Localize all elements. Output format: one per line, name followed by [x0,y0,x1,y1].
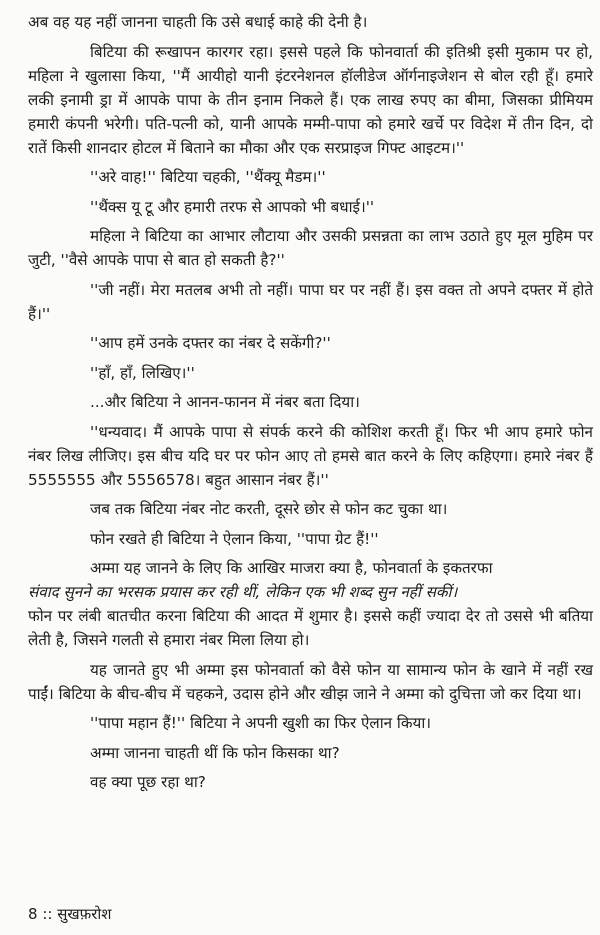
paragraph-7: ''आप हमें उनके दफ्तर का नंबर दे सकेंगी?'' [90,334,331,352]
paragraph-4: ''थैंक्स यू टू और हमारी तरफ से आपको भी बधाई।'' [90,197,375,216]
paragraph-18: वह क्या पूछ रहा था? [90,773,206,791]
paragraph-9: ...और बिटिया ने आनन-फानन में नंबर बता दिया। [90,393,360,411]
paragraph-2: बिटिया की रूखापन कारगर रहा। इससे पहले कि फोनवार्ता की इतिश्री इसी मुकाम पर हो, महिला ने खुलासा किया, ''मैं आयीहो यानी इंटरनेशनल हॉलीडेज ऑर्गनाइजेशन से बोल रही हूँ। हमारे लकी इनामी ड्रा में आपके पापा के तीन इनाम निकले हैं। एक लाख रुपए का बीमा, जिसका प्रीमियम हमारी कंपनी भरेगी। पति-पत्नी को, यानी आपके मम्मी-पापा को हमारे खर्चे पर विदेश में तीन दिन, दो रातें किसी शानदार होटल में बिताने का मौका और एक सरप्राइज गिफ्ट आइटम।'' [28,42,593,157]
paragraph-13-continued-italic: संवाद सुनने का भरसक प्रयास कर रही थीं, लेकिन एक भी शब्द सुन नहीं सकीं। [28,583,458,601]
paragraph-5: महिला ने बिटिया का आभार लौटाया और उसकी प्रसन्नता का लाभ उठाते हुए मूल मुहिम पर जुटी, ''वैसे आपके पापा से बात हो सकती है?'' [28,227,593,269]
paragraph-3: ''अरे वाह!'' बिटिया चहकी, ''थैंक्यू मैडम।'' [90,168,326,186]
paragraph-14: फोन पर लंबी बातचीत करना बिटिया की आदत में शुमार है। इससे कहीं ज्यादा देर तो उससे भी बतिया लेती है, जिसने गलती से हमारा नंबर मिला लिया हो। [28,607,593,649]
paragraph-13: अम्मा यह जानने के लिए कि आखिर माजरा क्या है, फोनवार्ता के इकतरफा [90,559,493,577]
page-footer [28,904,111,924]
paragraph-11: जब तक बिटिया नंबर नोट करती, दूसरे छोर से फोन कट चुका था। [90,500,448,518]
paragraph-15: यह जानते हुए भी अम्मा इस फोनवार्ता को वैसे फोन या सामान्य फोन के खाने में नहीं रख पाईं। बिटिया के बीच-बीच में चहकने, उदास होने और खीझ जाने ने अम्मा को दुचित्ता जो कर दिया था। [28,660,593,703]
paragraph-8: ''हाँ, हाँ, लिखिए।'' [90,363,195,382]
paragraph-17: अम्मा जानना चाहती थीं कि फोन किसका था? [90,743,340,762]
paragraph-10: ''धन्यवाद। मैं आपके पापा से संपर्क करने की कोशिश करती हूँ। फिर भी आप हमारे फोन नंबर लिख लीजिए। इस बीच यदि घर पर फोन आए तो हमसे बात करने के लिए कहिएगा। हमारे नंबर हैं 5555555 और 5556578। बहुत आसान नंबर हैं।'' [28,422,593,489]
book-title: सुखफ़रोश [57,905,112,923]
paragraph-12: फोन रखते ही बिटिया ने ऐलान किया, ''पापा ग्रेट हैं!'' [90,529,379,548]
footer-separator: :: [42,905,53,923]
paragraph-1: अब वह यह नहीं जानना चाहती कि उसे बधाई काहे की देनी है। [28,13,368,31]
paragraph-16: ''पापा महान हैं!'' बिटिया ने अपनी खुशी का फिर ऐलान किया। [90,714,432,732]
paragraph-6: ''जी नहीं। मेरा मतलब अभी तो नहीं। पापा घर पर नहीं हैं। इस वक्त तो अपने दफ्तर में होते हैं।'' [28,280,593,323]
page-body-text [28,10,593,800]
page-number: 8 [28,905,38,923]
